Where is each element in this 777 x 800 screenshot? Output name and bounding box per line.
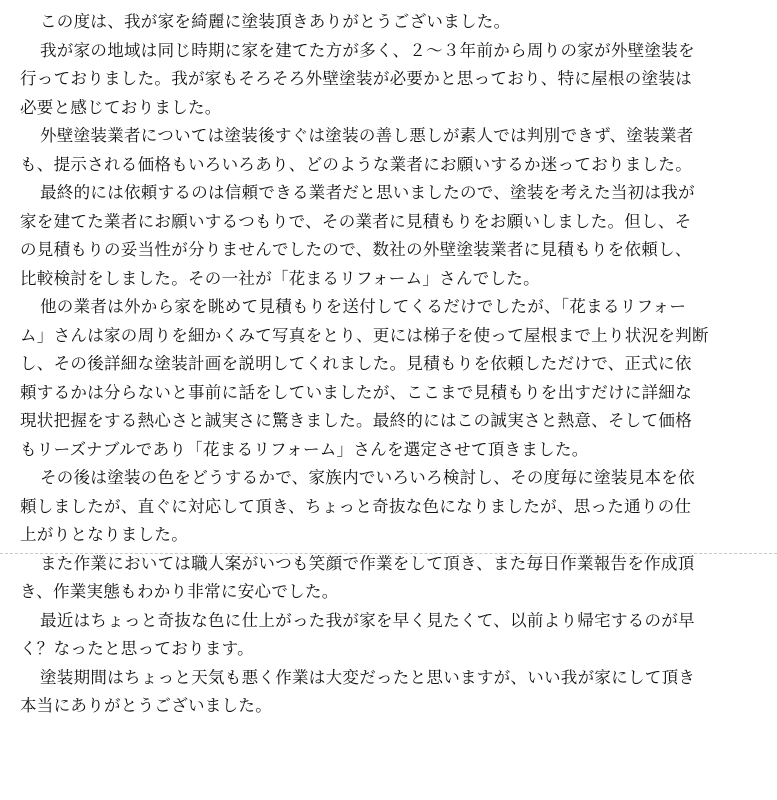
letter-line: き、作業実態もわかり非常に安心でした。 <box>20 582 339 601</box>
letter-line: 家を建てた業者にお願いするつもりで、その業者に見積もりをお願いしました。但し、そ <box>20 211 692 231</box>
letter-line: も、提示される価格もいろいろあり、どのような業者にお願いするか迷っておりました。 <box>20 154 692 174</box>
scan-artifact-line <box>0 553 777 555</box>
letter-line: 我が家の地域は同じ時期に家を建てた方が多く、２～３年前から周りの家が外壁塗装を <box>40 40 695 60</box>
letter-line: 頼するかは分らないと事前に話をしていましたが、ここまで見積もりを出すだけに詳細な <box>20 382 692 402</box>
letter-line: 必要と感じておりました。 <box>20 97 222 117</box>
letter-line: この度は、我が家を綺麗に塗装頂きありがとうございました。 <box>40 12 511 31</box>
letter-line: 他の業者は外から家を眺めて見積もりを送付してくるだけでしたが、「花まるリフォー <box>40 297 687 316</box>
letter-line: また作業においては職人案がいつも笑顔で作業をして頂き、また毎日作業報告を作成頂 <box>40 553 695 573</box>
letter-line: 外壁塗装業者については塗装後すぐは塗装の善し悪しが素人では判別できず、塗装業者 <box>40 126 694 145</box>
letter-line: 行っておりました。我が家もそろそろ外壁塗装が必要かと思っており、特に屋根の塗装は <box>20 69 692 88</box>
letter-line: 現状把握をする熱心さと誠実さに驚きました。最終的にはこの誠実さと熱意、そして価格 <box>20 411 692 430</box>
letter-line: 最近はちょっと奇抜な色に仕上がった我が家を早く見たくて、以前より帰宅するのが早 <box>40 610 695 630</box>
letter-line: 比較検討をしました。その一社が「花まるリフォーム」さんでした。 <box>20 268 540 288</box>
letter-line: し、その後詳細な塗装計画を説明してくれました。見積もりを依頼しただけで、正式に依 <box>20 354 692 373</box>
letter-line: 頼しましたが、直ぐに対応して頂き、ちょっと奇抜な色になりましたが、思った通りの仕 <box>20 496 692 516</box>
letter-line: 最終的には依頼するのは信頼できる業者だと思いましたので、塗装を考えた当初は我が <box>40 183 695 202</box>
letter-line: 上がりとなりました。 <box>20 525 188 544</box>
letter-body <box>20 8 765 721</box>
letter-line: く？なったと思っております。 <box>20 639 254 658</box>
letter-line: もリーズナブルであり「花まるリフォーム」さんを選定させて頂きました。 <box>20 439 589 459</box>
letter-line: の見積もりの妥当性が分りませんでしたので、数社の外壁塗装業者に見積もりを依頼し、 <box>20 240 692 259</box>
letter-line: ム」さんは家の周りを細かくみて写真をとり、更には梯子を使って屋根まで上り状況を判断 <box>20 325 709 345</box>
letter-line: 本当にありがとうございました。 <box>20 696 272 715</box>
letter-line: 塗装期間はちょっと天気も悪く作業は大変だったと思いますが、いい我が家にして頂き <box>40 667 696 687</box>
letter-line: その後は塗装の色をどうするかで、家族内でいろいろ検討し、その度毎に塗装見本を依 <box>40 468 695 487</box>
